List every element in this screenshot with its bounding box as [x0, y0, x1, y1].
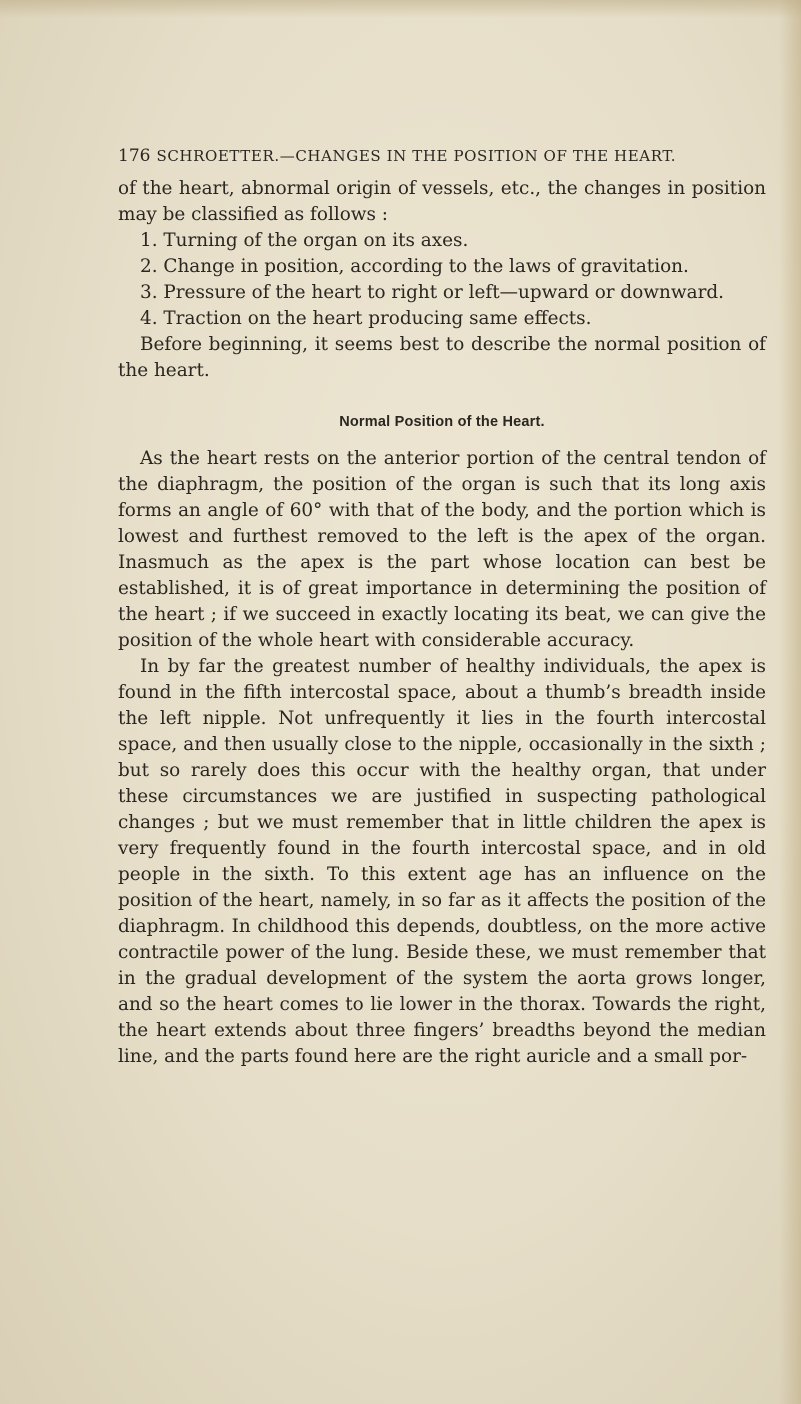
page-number: 176	[118, 146, 151, 166]
list-item: 4. Traction on the heart producing same effects.	[140, 308, 592, 329]
running-head-title: SCHROETTER.—CHANGES IN THE POSITION OF THE HEART.	[156, 147, 677, 165]
paragraph: In by far the greatest number of healthy individuals, the apex is found in the fifth intercostal space, about a thumb’s breadth inside the left nipple. Not unfrequently it lies in the fourth intercostal space, and then usually close to the nipple, occasionally in the sixth ; but so rarely does this occur with the healthy organ, that under these circumstances we are justified in suspecting pathological changes ; but we must remember that in little children the apex is very frequently found in the fourth intercostal space, and in old people in the sixth. To this extent age has an influence on the position of the heart, namely, in so far as it affects the position of the diaphragm. In childhood this depends, doubtless, on the more active contractile power of the lung. Beside these, we must remember that in the gradual development of the system the aorta grows longer, and so the heart comes to lie lower in the thorax. Towards the right, the heart extends about three fingers’ breadths beyond the median line, and the parts found here are the right auricle and a small por-	[118, 656, 766, 1067]
before-heading-paragraph: Before beginning, it seems best to describe the normal position of the heart.	[118, 334, 766, 381]
intro-paragraph: of the heart, abnormal origin of vessels, etc., the changes in position may be classified as follows :	[118, 178, 766, 225]
section-heading: Normal Position of the Heart.	[339, 414, 545, 430]
list-item: 1. Turning of the organ on its axes.	[140, 230, 469, 251]
page-top-shadow	[0, 0, 801, 18]
paragraph: As the heart rests on the anterior portion of the central tendon of the diaphragm, the position of the organ is such that its long axis forms an angle of 60° with that of the body, and the portion which is lowest and furthest removed to the left is the apex of the organ. Inasmuch as the apex is the part whose location can best be established, it is of great importance in determining the position of the heart ; if we succeed in exactly locating its beat, we can give the position of the whole heart with considerable accuracy.	[118, 448, 766, 651]
running-head	[118, 146, 768, 166]
page-right-shadow	[779, 0, 801, 1404]
body-text	[118, 176, 766, 1070]
list-item: 2. Change in position, according to the laws of gravitation.	[140, 256, 689, 277]
list-item: 3. Pressure of the heart to right or left—upward or downward.	[140, 282, 724, 303]
